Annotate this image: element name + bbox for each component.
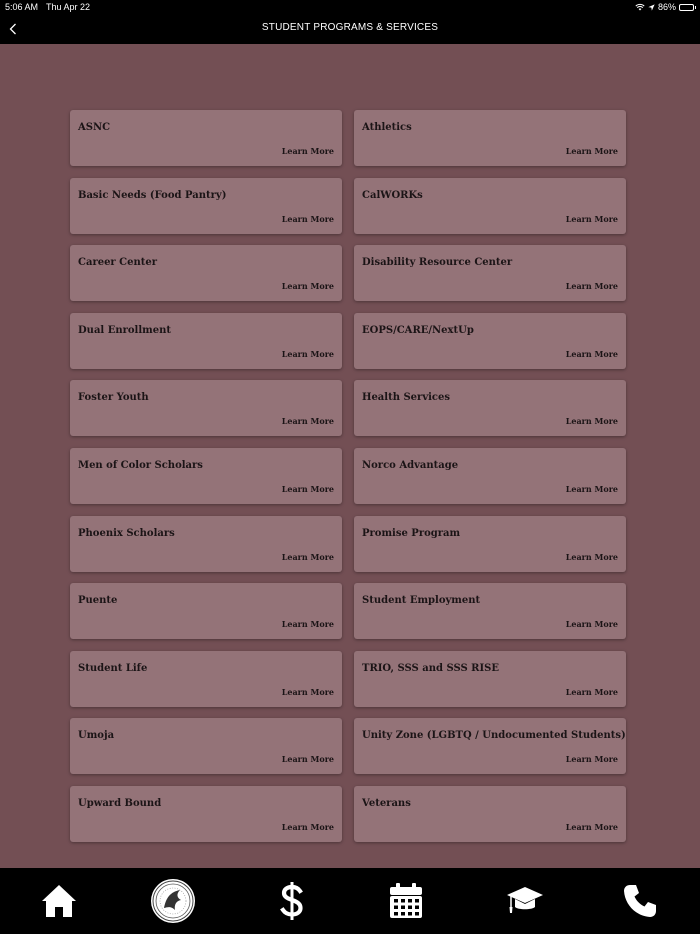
status-date: Thu Apr 22	[46, 2, 91, 12]
home-icon	[41, 884, 77, 918]
program-card[interactable]	[70, 178, 342, 234]
tab-home[interactable]	[39, 881, 79, 921]
learn-more-link[interactable]: Learn More	[281, 686, 334, 697]
program-name: CalWORKs	[362, 189, 423, 201]
tab-payments[interactable]	[272, 881, 312, 921]
program-card[interactable]	[354, 178, 626, 234]
calendar-icon	[389, 883, 423, 919]
learn-more-link[interactable]: Learn More	[281, 213, 334, 224]
learn-more-link[interactable]: Learn More	[281, 551, 334, 562]
programs-list[interactable]	[0, 44, 700, 832]
program-card[interactable]	[354, 718, 626, 774]
college-seal-icon	[150, 878, 196, 924]
learn-more-link[interactable]: Learn More	[281, 348, 334, 359]
program-name: Health Services	[362, 392, 451, 404]
program-card[interactable]	[354, 380, 626, 436]
learn-more-link[interactable]: Learn More	[565, 754, 618, 765]
program-name: Puente	[78, 595, 118, 607]
program-card[interactable]	[70, 516, 342, 572]
program-name: Veterans	[362, 797, 411, 809]
tab-academics[interactable]	[505, 881, 545, 921]
program-card[interactable]	[70, 313, 342, 369]
program-name: Athletics	[362, 122, 412, 133]
program-name: Norco Advantage	[362, 459, 459, 471]
program-card[interactable]	[354, 516, 626, 572]
program-card[interactable]	[354, 786, 626, 842]
wifi-icon	[635, 3, 645, 11]
program-card[interactable]	[354, 245, 626, 301]
phone-icon	[623, 884, 657, 918]
program-card[interactable]	[70, 245, 342, 301]
learn-more-link[interactable]: Learn More	[565, 551, 618, 562]
program-name: Student Employment	[362, 595, 481, 607]
programs-grid	[70, 110, 626, 842]
status-time: 5:06 AM	[5, 2, 39, 12]
learn-more-link[interactable]: Learn More	[281, 483, 334, 494]
program-card[interactable]	[70, 651, 342, 707]
battery-icon	[679, 4, 694, 11]
program-name: Foster Youth	[78, 392, 149, 404]
status-right	[635, 2, 694, 12]
program-card[interactable]	[70, 110, 342, 166]
location-arrow-icon	[648, 4, 655, 11]
program-name: Phoenix Scholars	[78, 527, 175, 539]
program-card[interactable]	[354, 583, 626, 639]
program-card[interactable]	[354, 448, 626, 504]
program-card[interactable]	[354, 110, 626, 166]
program-card[interactable]	[70, 786, 342, 842]
learn-more-link[interactable]: Learn More	[281, 146, 334, 156]
learn-more-link[interactable]: Learn More	[565, 281, 618, 292]
program-card[interactable]	[70, 448, 342, 504]
dollar-icon	[280, 882, 304, 920]
program-name: ASNC	[78, 122, 111, 133]
program-name: Promise Program	[362, 527, 461, 539]
battery-percent: 86%	[657, 2, 676, 12]
program-card[interactable]	[70, 583, 342, 639]
tab-college[interactable]	[153, 881, 193, 921]
tab-call[interactable]	[620, 881, 660, 921]
learn-more-link[interactable]: Learn More	[565, 821, 618, 832]
program-name: Career Center	[78, 257, 158, 269]
learn-more-link[interactable]: Learn More	[565, 416, 618, 427]
graduation-cap-icon	[506, 885, 544, 917]
program-name: Men of Color Scholars	[78, 459, 203, 471]
learn-more-link[interactable]: Learn More	[281, 821, 334, 832]
learn-more-link[interactable]: Learn More	[565, 146, 618, 156]
learn-more-link[interactable]: Learn More	[565, 213, 618, 224]
learn-more-link[interactable]: Learn More	[565, 619, 618, 630]
program-card[interactable]	[70, 380, 342, 436]
program-card[interactable]	[354, 651, 626, 707]
program-name: EOPS/CARE/NextUp	[362, 324, 474, 336]
learn-more-link[interactable]: Learn More	[565, 686, 618, 697]
program-card[interactable]	[70, 718, 342, 774]
program-name: Dual Enrollment	[78, 324, 171, 336]
tab-bar	[0, 868, 700, 934]
page-title: STUDENT PROGRAMS & SERVICES	[261, 22, 439, 33]
status-bar	[0, 0, 700, 14]
learn-more-link[interactable]: Learn More	[565, 348, 618, 359]
learn-more-link[interactable]: Learn More	[281, 619, 334, 630]
program-name: Upward Bound	[78, 797, 162, 809]
program-name: Student Life	[78, 662, 148, 674]
learn-more-link[interactable]: Learn More	[281, 416, 334, 427]
tab-calendar[interactable]	[386, 881, 426, 921]
learn-more-link[interactable]: Learn More	[565, 483, 618, 494]
program-name: Basic Needs (Food Pantry)	[78, 189, 227, 201]
program-name: Disability Resource Center	[362, 257, 513, 269]
learn-more-link[interactable]: Learn More	[281, 754, 334, 765]
navigation-bar	[0, 14, 700, 44]
program-card[interactable]	[354, 313, 626, 369]
learn-more-link[interactable]: Learn More	[281, 281, 334, 292]
program-name: TRIO, SSS and SSS RISE	[362, 662, 499, 674]
program-name: Umoja	[78, 730, 115, 742]
program-name: Unity Zone (LGBTQ / Undocumented Students)	[362, 730, 626, 742]
